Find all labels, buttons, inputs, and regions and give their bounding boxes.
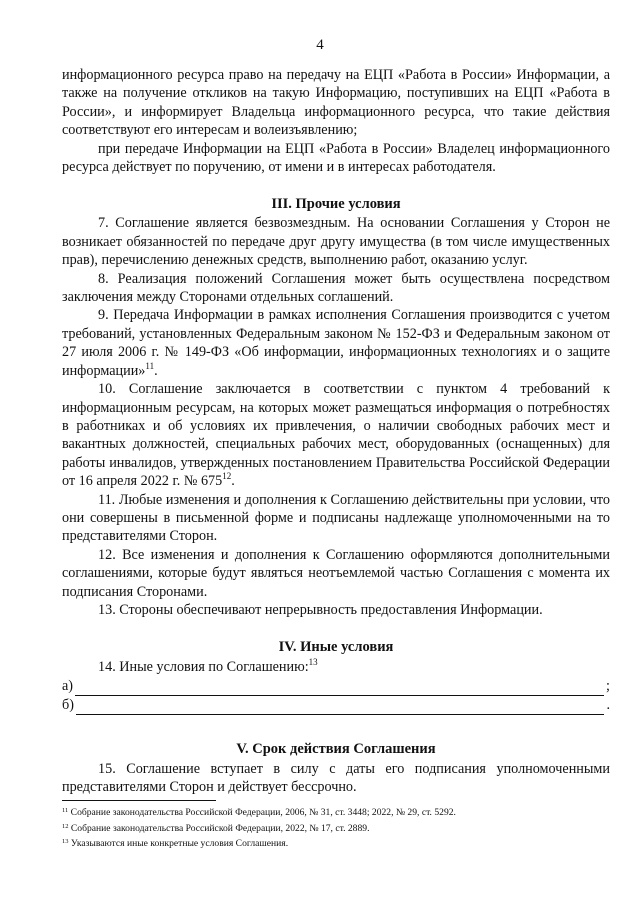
footnote-ref-11: 11	[145, 360, 155, 371]
clause-13: 13. Стороны обеспечивают непрерывность предоставления Информации.	[98, 601, 543, 618]
footnote-11-num: 11	[62, 807, 69, 814]
clause-10	[62, 380, 610, 490]
footnote-11-text: Собрание законодательства Российской Федерации, 2006, № 31, ст. 3448; 2022, № 29, ст. 5292.	[68, 807, 456, 818]
blank-line-b-fill	[76, 701, 605, 715]
footnote-separator	[62, 800, 216, 801]
blank-line-b	[62, 696, 610, 715]
clause-10-end: .	[231, 473, 235, 490]
blank-line-b-label: б)	[62, 697, 74, 714]
clause-12: 12. Все изменения и дополнения к Соглашению оформляются дополнительными соглашениями, которые будут являться неотъемлемой частью Соглашения с момента их подписания Сторонами.	[62, 546, 610, 600]
section-5-heading: V. Срок действия Соглашения	[236, 740, 436, 757]
footnote-ref-12: 12	[222, 471, 232, 482]
footnote-13-text: Указываются иные конкретные условия Соглашения.	[68, 838, 289, 849]
blank-line-a	[62, 677, 610, 696]
clause-14	[62, 658, 610, 676]
clause-9-text: 9. Передача Информации в рамках исполнения Соглашения производится с учетом требований, установленных Федеральным законом № 152-ФЗ и Федеральным законом от 27 июля 2006 г. № 149-ФЗ «Об информации, информационных технологиях и о защите информации»	[62, 307, 610, 379]
footnote-13-num: 13	[62, 838, 69, 845]
clause-14-text: 14. Иные условия по Соглашению:	[98, 659, 309, 676]
clause-9	[62, 306, 610, 380]
section-3-heading: III. Прочие условия	[271, 196, 401, 213]
footnotes	[62, 805, 610, 852]
paragraph-continued: информационного ресурса право на передачу на ЕЦП «Работа в России» Информации, а также на получение откликов на такую Информацию, поступивших на ЕЦП «Работа в России», и информирует Владельца информационного ресурса, что такие действия соответствуют его интересам и волеизъявлению;	[62, 67, 610, 139]
footnote-13	[62, 836, 610, 852]
clause-9-end: .	[154, 362, 158, 379]
footnote-11	[62, 805, 610, 821]
clause-15: 15. Соглашение вступает в силу с даты его подписания уполномоченными представителями Сторон и действует бессрочно.	[62, 760, 610, 796]
paragraph-transfer: при передаче Информации на ЕЦП «Работа в России» Владелец информационного ресурса действует по поручению, от имени и в интересах работодателя.	[62, 140, 610, 176]
blank-line-a-fill	[75, 682, 604, 696]
footnote-12	[62, 821, 610, 837]
section-4-heading: IV. Иные условия	[278, 639, 394, 656]
clause-7: 7. Соглашение является безвозмездным. На основании Соглашения у Сторон не возникает обязанностей по передаче друг другу имущества (в том числе имущественных прав), перечислению денежных средств, выполнению работ, оказанию услуг.	[62, 215, 610, 269]
blank-line-b-end: .	[606, 697, 610, 714]
blank-line-a-label: а)	[62, 678, 74, 695]
blank-line-a-end: ;	[606, 678, 610, 695]
footnote-12-num: 12	[62, 822, 69, 830]
document-body	[62, 66, 610, 797]
page-number: 4	[316, 37, 324, 53]
clause-10-text: 10. Соглашение заключается в соответствии с пунктом 4 требований к информационным ресурсам, на которых может размещаться информация о потребностях в работниках и об условиях их привлечения, о наличии свободных рабочих мест и вакантных должностей, специальных рабочих мест, оборудованных (оснащенных) для работы инвалидов, утвержденных постановлением Правительства Российской Федерации от 16 апреля 2022 г. № 675	[62, 381, 610, 490]
clause-8: 8. Реализация положений Соглашения может быть осуществлена посредством заключения между Сторонами отдельных соглашений.	[62, 270, 610, 306]
clause-11: 11. Любые изменения и дополнения к Соглашению действительны при условии, что они совершены в письменной форме и подписаны надлежаще уполномоченными на то представителями Сторон.	[62, 491, 610, 545]
footnote-12-text: Собрание законодательства Российской Федерации, 2022, № 17, ст. 2889.	[68, 822, 370, 834]
footnote-ref-13: 13	[308, 657, 318, 668]
